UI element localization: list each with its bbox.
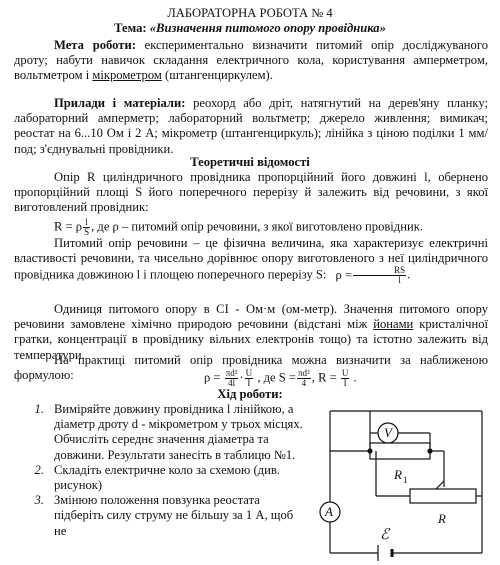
resistor-r1-sub: 1 [403,475,408,485]
theory-paragraph-2-text: Питомий опір речовини – це фізична величина, яка характеризує електричні властивості речовини, та чисельно дорівнює опору виготовленого з неї циліндричного провідника довжиною l і площею поперечного перерізу S: [14,236,488,282]
formula-3-mid: · [239,370,244,385]
formula-3-num-1: πd² [225,368,238,378]
formula-3-line [14,369,488,388]
purpose-paragraph [14,38,488,84]
circuit-diagram [312,399,492,565]
formula-2-num: RS [353,266,406,276]
theory-paragraph-2 [14,236,488,285]
equipment-paragraph [14,96,488,157]
theory-heading: Теоретичні відомості [190,155,310,169]
resistor-r1-label: R [394,467,402,482]
formula-1-line [14,218,488,237]
formula-3-den-3: 4 [301,378,307,388]
formula-3-fraction-3 [297,369,311,388]
procedure-steps [14,402,306,539]
step-text: Виміряйте довжину провідника l лінійкою, а діаметр дроту d - мікрометром у трьох місцях. Обчисліть середнє значення діаметра та довжини. Результати занесіть в таблицю №1. [54,402,303,462]
procedure-heading: Хід роботи: [217,387,283,401]
formula-2-den: l [398,275,401,286]
equipment-label: Прилади і матеріали: [54,96,186,110]
resistor-r1-body [370,443,430,459]
rheostat-label: R [438,511,446,526]
procedure-step [14,402,306,463]
voltmeter-label: V [384,425,392,440]
formula-1-fraction [83,218,90,237]
formula-3-fraction-2 [245,369,254,388]
rheostat-slider-arrow [436,481,444,489]
purpose-link: мікрометром [92,68,162,83]
lab-title: ЛАБОРАТОРНА РОБОТА № 4 [167,6,333,20]
formula-3-den-1: 4l [228,378,236,388]
formula-3-num-3: πd² [298,368,310,378]
formula-3-s-lhs: , де S = [257,370,297,385]
theory-paragraph-3-link: йонами [373,317,414,332]
formula-2-fraction [353,266,406,285]
theme-text: «Визначення питомого опору провідника» [149,21,386,35]
step-number: 2. [34,462,44,477]
source-label: ℰ [380,527,390,543]
theory-paragraph-4: На практиці питомий опір провідника можна визначити за наближеною формулою: [14,353,488,383]
formula-3-tail: . [353,370,357,385]
purpose-label: Мета роботи: [54,38,136,52]
equipment-text: реохорд або дріт, натягнутий на дерев'яну планку; лабораторний амперметр; лабораторний вольтметр; джерело живлення; вимикач; реостат на 6...10 Ом і 2 А; мікрометр (штангенциркуль); лінійка з ціною поділки 1 мм/под; з'єднувальні провідники. [14,96,488,156]
formula-3-den-2: I [247,378,251,388]
formula-3-r-lhs: , R = [311,370,337,385]
theme-line [0,21,500,36]
purpose-text: експериментально визначити питомий опір досліджуваного дроту; набути навичок складання електричного кола, користування амперметром, вольтметром і [14,38,488,83]
theory-paragraph-3-text: Одиниця питомого опору в СІ - Ом·м (ом-метр). Значення питомого опору речовини замовлене хімічно природою речовини (відстані між [14,302,488,332]
formula-3-den-4: I [343,378,347,388]
formula-2-lhs: ρ = [335,267,353,282]
theory-paragraph-1: Опір R циліндричного провідника пропорційний його довжині l, обернено пропорційний площі S його поперечного перерізу й залежить від речовини, з якої виготовлений провідник: [14,170,488,215]
formula-3-num-2: U [245,368,253,378]
procedure-step [14,493,306,539]
purpose-text-end: (штангенциркулем). [161,68,273,83]
formula-2-tail: . [407,267,411,282]
step-text: Складіть електричне коло за схемою (див. рисунок) [54,462,280,493]
formula-1-num: l [83,218,90,228]
junction-dot [368,449,372,453]
ammeter-label: A [325,504,333,519]
step-number: 3. [34,493,44,508]
step-text: Змінюю положення повзунка реостата підберіть силу струму не більшу за 1 А, щоб не [54,493,294,538]
formula-3-num-4: U [341,368,349,378]
procedure-step [14,463,306,493]
theme-label: Тема: [114,21,147,35]
formula-3-fraction-4 [341,369,350,388]
formula-1-den: S [84,227,90,237]
step-number: 1. [34,402,44,416]
formula-1-text: , де ρ – питомий опір речовини, з якої виготовлено провідник. [91,219,423,234]
rheostat-body [410,489,476,503]
junction-dot [428,449,432,453]
formula-3-lhs: ρ = [204,370,221,385]
theory-paragraph-3-text-end: кристалічної гратки, концентрації в провіднику вільних електронів тощо) та істотно залежить від температури. [14,317,488,362]
formula-1-lhs: R = ρ [54,219,83,234]
formula-3-fraction-1 [225,369,239,388]
